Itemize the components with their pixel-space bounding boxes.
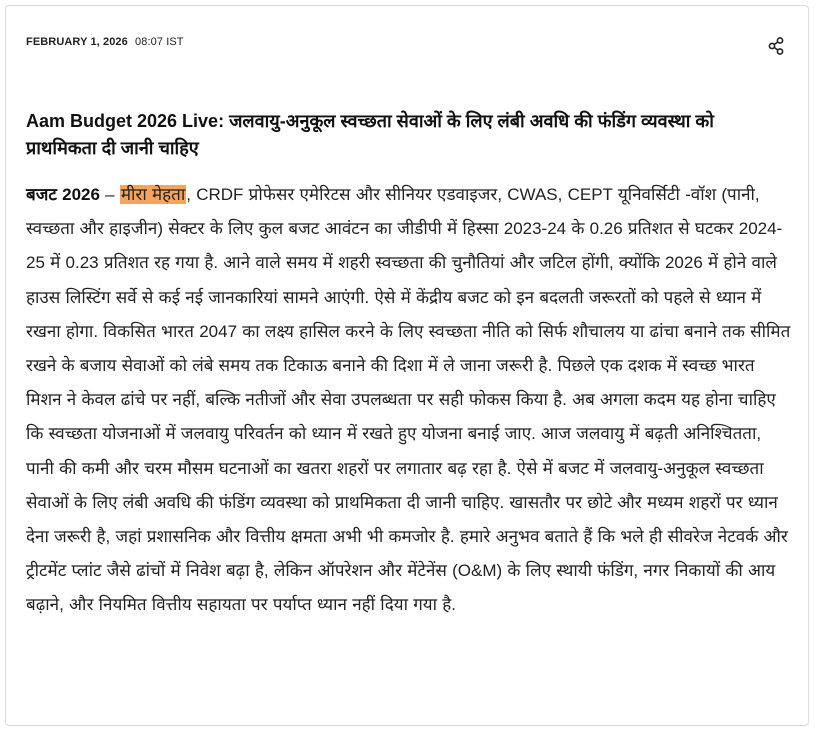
author-highlight: मीरा मेहता	[120, 185, 186, 204]
label-dash: –	[99, 185, 120, 204]
post-timestamp	[26, 36, 184, 48]
post-body	[26, 178, 792, 623]
post-label: बजट 2026	[26, 185, 100, 204]
post-body-text: , CRDF प्रोफेसर एमेरिटस और सीनियर एडवाइजर, CWAS, CEPT यूनिवर्सिटी -वॉश (पानी, स्वच्छता और हाइजीन) सेक्टर के लिए कुल बजट आवंटन का जीडीपी में हिस्सा 2023-24 के 0.26 प्रतिशत से घटकर 2024-25 में 0.23 प्रतिशत रह गया है. आने वाले समय में शहरी स्वच्छता की चुनौतियां और जटिल होंगी, क्योंकि 2026 में होने वाले हाउस लिस्टिंग सर्वे से कई नई जानकारियां सामने आएंगी. ऐसे में केंद्रीय बजट को इन बदलती जरूरतों को पहले से ध्यान में रखना होगा. विकसित भारत 2047 का लक्ष्य हासिल करने के लिए स्वच्छता नीति को सिर्फ शौचालय या ढांचा बनाने तक सीमित रखने के बजाय सेवाओं को लंबे समय तक टिकाऊ बनाने की दिशा में ले जाना जरूरी है. पिछले एक दशक में स्वच्छ भारत मिशन ने केवल ढांचे पर नहीं, बल्कि नतीजों और सेवा उपलब्धता पर सही फोकस किया है. अब अगला कदम यह होना चाहिए कि स्वच्छता योजनाओं में जलवायु परिवर्तन को ध्यान में रखते हुए योजना बनाई जाए. आज जलवायु में बढ़ती अनिश्चितता, पानी की कमी और चरम मौसम घटनाओं का खतरा शहरों पर लगातार बढ़ रहा है. ऐसे में बजट में जलवायु-अनुकूल स्वच्छता सेवाओं के लिए लंबी अवधि की फंडिंग व्यवस्था को प्राथमिकता दी जानी चाहिए. खासतौर पर छोटे और मध्यम शहरों पर ध्यान देना जरूरी है, जहां प्रशासनिक और वित्तीय क्षमता अभी भी कमजोर है. हमारे अनुभव बताते हैं कि भले ही सीवरेज नेटवर्क और ट्रीटमेंट प्लांट जैसे ढांचों में निवेश बढ़ा है, लेकिन ऑपरेशन और मेंटेनेंस (O&M) के लिए स्थायी फंडिंग, नगर निकायों की आय बढ़ाने, और नियमित वित्तीय सहायता पर पर्याप्त ध्यान नहीं दिया गया है.	[26, 185, 791, 615]
post-time: 08:07 IST	[135, 36, 184, 48]
post-headline: Aam Budget 2026 Live: जलवायु-अनुकूल स्वच्छता सेवाओं के लिए लंबी अवधि की फंडिंग व्यवस्था को प्राथमिकता दी जानी चाहिए	[26, 111, 714, 158]
share-icon[interactable]	[766, 36, 786, 56]
live-update-card	[5, 5, 809, 726]
share-icon-graphic	[766, 36, 786, 56]
post-date: FEBRUARY 1, 2026	[26, 36, 128, 48]
